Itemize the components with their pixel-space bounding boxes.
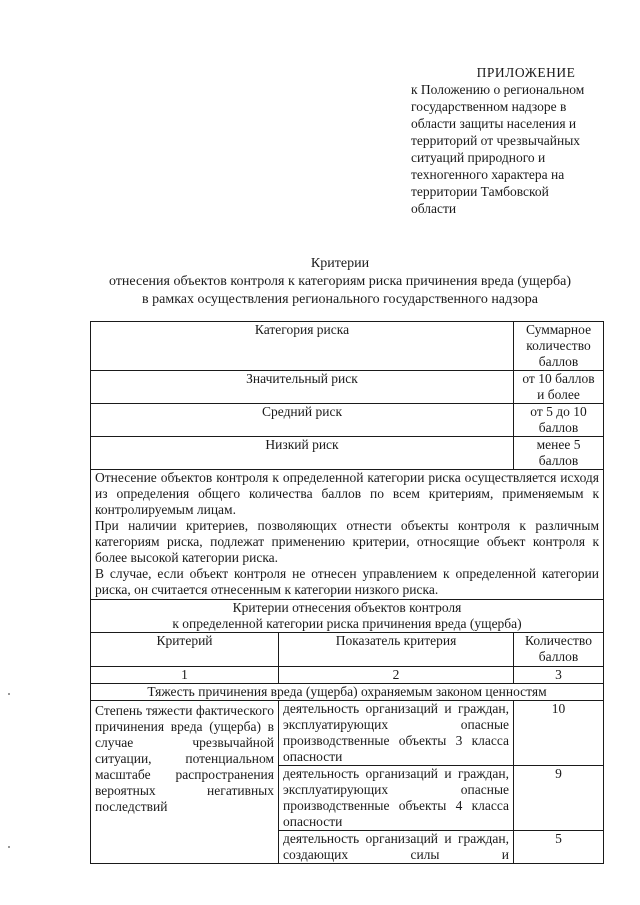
indicator-points: 5: [514, 831, 604, 864]
header-category: Категория риска: [91, 322, 514, 371]
section-row: [91, 684, 604, 701]
col-criterion: Критерий: [91, 633, 279, 667]
col-indicator: Показатель критерия: [279, 633, 514, 667]
risk-row: [91, 437, 604, 470]
risk-row: [91, 371, 604, 404]
rule-paragraph-3: В случае, если объект контроля не отнесен управлением к определенной категории риска, он считается отнесенным к категории низкого риска.: [95, 566, 600, 597]
criteria-title-row: [91, 600, 604, 633]
risk-row: [91, 404, 604, 437]
criteria-title-line-2: к определенной категории риска причинения вреда (ущерба): [172, 616, 522, 631]
criterion-text: Степень тяжести фактического причинения вреда (ущерба) в случае чрезвычайной ситуации, потенциальном масштабе распространения вероятных негативных последствий: [91, 701, 279, 864]
criteria-title-line-1: Критерии отнесения объектов контроля: [232, 600, 462, 615]
column-number-2: 2: [279, 667, 514, 684]
risk-category: Значительный риск: [91, 371, 514, 404]
indicator-points: 10: [514, 701, 604, 766]
section-title: Тяжесть причинения вреда (ущерба) охраняемым законом ценностям: [91, 684, 604, 701]
scan-artifact: [8, 846, 10, 848]
appendix-text: к Положению о региональном государственном надзоре в области защиты населения и территорий от чрезвычайных ситуаций природного и техногенного характера на территории Тамбовской области: [411, 82, 585, 216]
header-points: Суммарное количество баллов: [514, 322, 604, 371]
rules-cell: [91, 470, 604, 600]
column-number-1: 1: [91, 667, 279, 684]
rule-paragraph-1: Отнесение объектов контроля к определенной категории риска осуществляется исходя из определения общего количества баллов по всем критериям, применяемым к контролируемым лицам.: [95, 470, 600, 517]
risk-points: от 10 баллов и более: [514, 371, 604, 404]
appendix-block: [411, 64, 611, 217]
heading-line-2: отнесения объектов контроля к категориям риска причинения вреда (ущерба): [108, 274, 572, 289]
col-points: Количество баллов: [514, 633, 604, 667]
indicator-text: деятельность организаций и граждан, эксплуатирующих опасные производственные объекты 3 класса опасности: [279, 701, 514, 766]
indicator-text: деятельность организаций и граждан, эксплуатирующих опасные производственные объекты 4 класса опасности: [279, 766, 514, 831]
heading-line-1: Критерии: [310, 256, 370, 271]
scan-artifact: [8, 693, 10, 695]
appendix-title: ПРИЛОЖЕНИЕ: [476, 65, 576, 80]
risk-points: от 5 до 10 баллов: [514, 404, 604, 437]
document-heading: [60, 255, 620, 309]
column-number-row: [91, 667, 604, 684]
risk-category: Низкий риск: [91, 437, 514, 470]
criteria-table: [90, 321, 604, 864]
heading-line-3: в рамках осуществления регионального государственного надзора: [142, 292, 538, 307]
indicator-text: деятельность организаций и граждан, создающих силы и: [279, 831, 514, 864]
criteria-title: [91, 600, 604, 633]
rules-row: [91, 470, 604, 600]
criteria-header-row: [91, 633, 604, 667]
criterion-row: [91, 701, 604, 766]
risk-points: менее 5 баллов: [514, 437, 604, 470]
column-number-3: 3: [514, 667, 604, 684]
risk-header-row: [91, 322, 604, 371]
indicator-points: 9: [514, 766, 604, 831]
rule-paragraph-2: При наличии критериев, позволяющих отнести объекты контроля к различным категориям риска, подлежат применению критерии, относящие объект контроля к более высокой категории риска.: [95, 518, 600, 565]
risk-category: Средний риск: [91, 404, 514, 437]
